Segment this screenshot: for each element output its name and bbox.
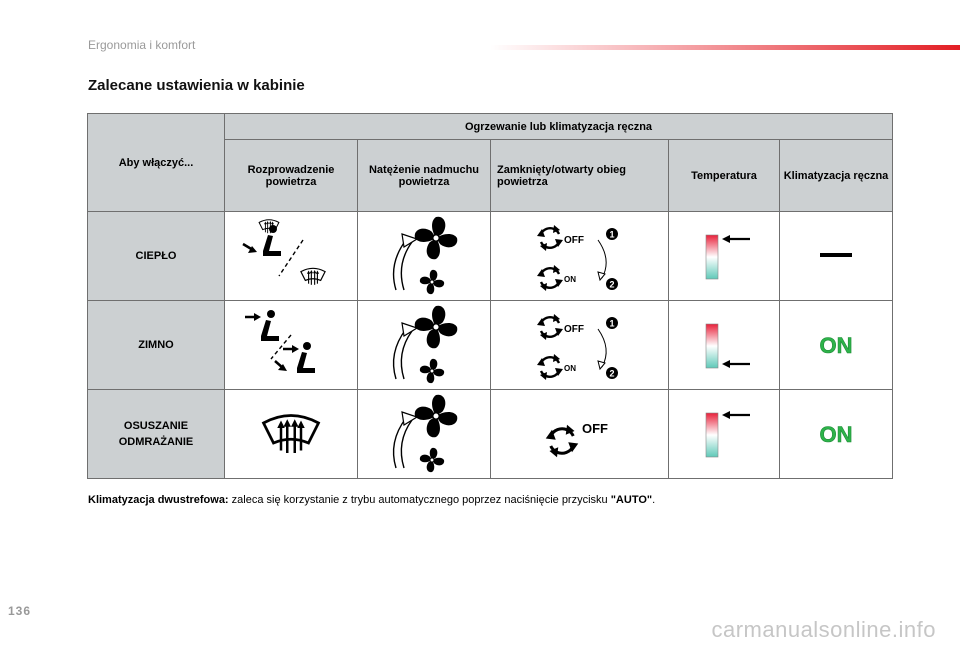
air-flow-cold [358, 301, 491, 390]
ac-off-dash-icon [806, 241, 866, 271]
windscreen-defrost-icon [251, 399, 331, 469]
fan-speed-icon [374, 392, 474, 476]
recommended-settings-table [87, 113, 893, 479]
air-distribution-cold [225, 301, 358, 390]
footnote-auto-button: "AUTO" [610, 494, 653, 506]
manual-ac-defrost [780, 390, 893, 479]
temperature-heat [669, 212, 780, 301]
column-header-air-distribution: Rozprowadzenie powietrza [225, 140, 358, 212]
temperature-high-icon [684, 399, 764, 469]
page-number: 136 [8, 604, 32, 618]
mode-cold: ZIMNO [88, 301, 225, 390]
svg-text:ON: ON [819, 422, 853, 447]
manual-ac-cold [780, 301, 893, 390]
dual-zone-footnote [88, 494, 655, 506]
footnote-text: zaleca się korzystanie z trybu automatycznego poprzez naciśnięcie przycisku [228, 494, 611, 506]
ac-on-label [801, 330, 871, 360]
svg-text:1: 1 [608, 318, 615, 329]
air-distribution-face-feet-icon [231, 305, 351, 385]
footnote-label: Klimatyzacja dwustrefowa: [88, 494, 229, 506]
temperature-high-icon [684, 221, 764, 291]
svg-text:ON: ON [819, 333, 853, 358]
manual-ac-heat [780, 212, 893, 301]
footnote-end: . [652, 494, 656, 506]
recirculation-defrost [491, 390, 669, 479]
recirculation-off-icon [520, 399, 640, 469]
air-distribution-defrost [225, 390, 358, 479]
air-distribution-heat [225, 212, 358, 301]
fan-speed-icon [374, 214, 474, 298]
ac-on-label [801, 419, 871, 449]
mode-demist-label: OSUSZANIE [123, 420, 189, 432]
column-header-recirculation: Zamknięty/otwarty obieg powietrza [491, 140, 669, 212]
recirculation-off-on-icon [520, 216, 640, 296]
recirculation-cold [491, 301, 669, 390]
recirculation-heat [491, 212, 669, 301]
activate-column-header: Aby włączyć... [88, 114, 225, 212]
svg-text:OFF: OFF [581, 421, 608, 436]
mode-defrost-label: ODMRAŻANIE [118, 436, 194, 448]
manual-climate-group-header: Ogrzewanie lub klimatyzacja ręczna [225, 114, 893, 140]
svg-text:2: 2 [608, 368, 615, 379]
svg-text:ON: ON [563, 275, 576, 284]
recirculation-off-on-icon [520, 305, 640, 385]
header-accent-bar [490, 45, 960, 50]
table-row [88, 390, 893, 479]
page-title: Zalecane ustawienia w kabinie [88, 77, 305, 94]
table-row [88, 301, 893, 390]
section-header: Ergonomia i komfort [88, 38, 196, 52]
mode-heat: CIEPŁO [88, 212, 225, 301]
svg-text:OFF: OFF [563, 324, 584, 335]
column-header-temperature: Temperatura [669, 140, 780, 212]
air-distribution-feet-windscreen-icon [231, 216, 351, 296]
temperature-low-icon [684, 310, 764, 380]
watermark: carmanualsonline.info [711, 617, 936, 642]
air-flow-heat [358, 212, 491, 301]
svg-text:1: 1 [608, 229, 615, 240]
temperature-defrost [669, 390, 780, 479]
column-header-manual-ac: Klimatyzacja ręczna [780, 140, 893, 212]
air-flow-defrost [358, 390, 491, 479]
svg-text:2: 2 [608, 279, 615, 290]
svg-text:ON: ON [563, 364, 576, 373]
fan-speed-icon [374, 303, 474, 387]
temperature-cold [669, 301, 780, 390]
column-header-air-flow: Natężenie nadmuchu powietrza [358, 140, 491, 212]
table-row [88, 212, 893, 301]
svg-text:OFF: OFF [563, 235, 584, 246]
mode-demist-defrost [88, 390, 225, 479]
